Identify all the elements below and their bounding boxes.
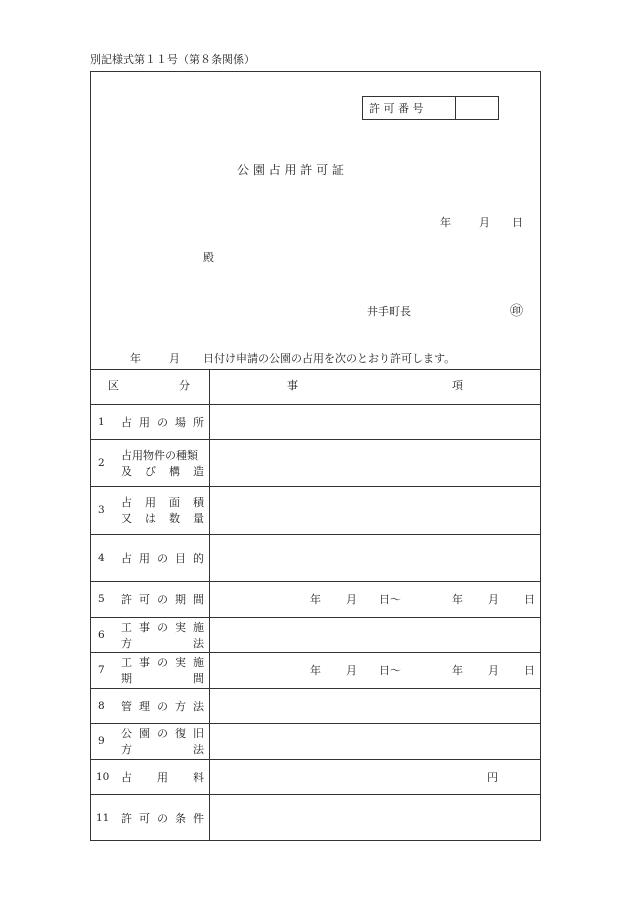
row-number: 11: [96, 811, 110, 824]
header-category-char-2: 分: [179, 379, 190, 392]
row-value-field[interactable]: [211, 690, 539, 721]
permit-number-divider: [455, 96, 456, 120]
row-label-line: [121, 744, 204, 755]
row-label-char: 料: [193, 770, 204, 784]
row-label-line: [121, 657, 204, 668]
row-label-line: [121, 813, 204, 824]
date-day-label: 日: [512, 216, 523, 229]
row-label-char: 期: [121, 672, 132, 685]
table-row-divider: [90, 759, 541, 760]
row-label-char: の: [157, 656, 168, 669]
row-label-char: 数: [169, 512, 180, 525]
row-label-char: 実: [175, 620, 186, 634]
row-label-line: [121, 594, 204, 605]
row-label-char: 公: [121, 727, 132, 740]
row-label-char: 園: [139, 727, 150, 740]
row-label-char: 構: [169, 464, 180, 478]
row-label-char: は: [145, 512, 156, 525]
row-label-char: 法: [193, 743, 204, 756]
row-label-char: 方: [121, 743, 132, 756]
row-label-char: 用: [139, 551, 150, 565]
row-label-char: 占: [121, 415, 132, 429]
row-label-char: び: [145, 464, 156, 478]
row-label-char: 条: [175, 811, 186, 825]
row-label-char: 積: [193, 496, 204, 509]
row-label-char: の: [157, 593, 168, 606]
row-number: 8: [98, 699, 105, 712]
row-label-char: 量: [193, 512, 204, 525]
row-label-char: の: [157, 551, 168, 565]
row-number: 1: [98, 415, 105, 428]
row-label-char: 又: [121, 512, 132, 525]
period-end-month: 月: [488, 593, 499, 606]
table-row-divider: [90, 581, 541, 582]
period-start-day: 日〜: [379, 593, 401, 606]
row-label-char: 管: [121, 699, 132, 713]
row-label-line: [121, 728, 204, 739]
table-row-divider: [90, 486, 541, 487]
period-end-day: 日: [524, 664, 535, 677]
row-label-char: 用: [157, 770, 168, 784]
row-label-char: 法: [193, 699, 204, 713]
row-value-field[interactable]: [211, 536, 539, 579]
row-label-char: 間: [193, 672, 204, 685]
row-label-char: の: [157, 727, 168, 740]
period-end-year: 年: [452, 593, 463, 606]
row-value-field[interactable]: [211, 488, 539, 532]
row-label-char: 造: [193, 464, 204, 478]
statement-month: 月: [169, 352, 180, 365]
row-label-char: の: [157, 620, 168, 634]
row-label-char: 工: [121, 656, 132, 669]
row-label-char: 可: [139, 593, 150, 606]
row-value-field[interactable]: [211, 406, 539, 437]
permit-number-label: 許 可 番 号: [369, 102, 424, 115]
row-number: 6: [98, 628, 105, 641]
row-label-line: [121, 638, 204, 649]
row-label-char: 場: [175, 415, 186, 429]
row-label-char: 理: [139, 699, 150, 713]
table-row-divider: [90, 617, 541, 618]
row-label-char: 目: [175, 551, 186, 565]
period-start-day: 日〜: [379, 664, 401, 677]
row-label-line: [121, 553, 204, 564]
row-label-char: の: [157, 699, 168, 713]
period-end-day: 日: [524, 593, 535, 606]
row-label-line: [121, 622, 204, 633]
row-value-field[interactable]: [211, 796, 539, 839]
header-matter-char-1: 事: [287, 379, 298, 392]
issuer-name: 井手町長: [367, 305, 411, 318]
period-end-month: 月: [488, 664, 499, 677]
period-start-year: 年: [310, 664, 321, 677]
row-label-char: 復: [175, 727, 186, 740]
date-month-label: 月: [479, 216, 490, 229]
header-matter-char-2: 項: [452, 379, 463, 392]
row-label-line: [121, 497, 204, 508]
row-label-char: 用: [139, 415, 150, 429]
row-number: 7: [98, 664, 105, 676]
row-label-line: [121, 513, 204, 524]
row-value-field[interactable]: [211, 441, 539, 484]
row-label-char: の: [157, 415, 168, 429]
header-category-char-1: 区: [108, 379, 119, 392]
period-start-month: 月: [346, 664, 357, 677]
addressee-suffix: 殿: [203, 251, 214, 264]
row-label-char: 件: [193, 811, 204, 825]
row-value-field[interactable]: [211, 619, 539, 650]
table-row-divider: [90, 652, 541, 653]
table-row-divider: [90, 688, 541, 689]
table-row-divider: [90, 723, 541, 724]
row-label-line: [121, 673, 204, 684]
page-title: 公 園 占 用 許 可 証: [237, 163, 344, 177]
table-row-divider: [90, 794, 541, 795]
row-label-char: 方: [175, 699, 186, 713]
row-label-char: 施: [193, 656, 204, 669]
row-label-char: 所: [193, 415, 204, 429]
row-label-char: 旧: [193, 727, 204, 740]
row-label-char: 占: [121, 496, 132, 509]
row-label-char: 間: [193, 593, 204, 606]
period-end-year: 年: [452, 664, 463, 677]
row-label-char: 及: [121, 464, 132, 478]
row-label-char: 事: [139, 620, 150, 634]
period-start-month: 月: [346, 593, 357, 606]
row-number: 2: [98, 456, 105, 469]
row-label-char: 面: [169, 496, 180, 509]
row-label-line: [121, 701, 204, 712]
row-label-char: 実: [175, 656, 186, 669]
row-label-line: [121, 466, 204, 477]
fee-unit: 円: [487, 770, 498, 784]
row-label-char: 法: [193, 636, 204, 650]
row-label-char: 許: [121, 811, 132, 825]
table-row-divider: [90, 439, 541, 440]
row-label-line: [121, 772, 204, 783]
row-label-char: 許: [121, 593, 132, 606]
table-row-divider: [90, 404, 541, 405]
row-number: 3: [98, 504, 105, 516]
row-number: 9: [98, 735, 105, 747]
row-label-char: 事: [139, 656, 150, 669]
row-label-char: 施: [193, 620, 204, 634]
seal-mark: ㊞: [510, 304, 524, 319]
table-row-divider: [90, 534, 541, 535]
period-start-year: 年: [310, 593, 321, 606]
row-label-char: 占: [121, 770, 132, 784]
statement-year: 年: [130, 352, 141, 365]
row-label-line: [121, 417, 204, 428]
form-label: 別記様式第１１号（第８条関係）: [90, 53, 255, 66]
row-number: 5: [98, 593, 105, 605]
row-label-char: 工: [121, 620, 132, 634]
row-label-char: 用: [145, 496, 156, 509]
row-label-char: 占用物件の種類: [121, 448, 198, 462]
row-label-char: 可: [139, 811, 150, 825]
row-value-field[interactable]: [211, 725, 539, 757]
row-label-line: [121, 450, 204, 461]
date-year-label: 年: [440, 216, 451, 229]
row-label-char: 方: [121, 636, 132, 650]
row-number: 10: [96, 770, 110, 783]
row-label-char: 的: [193, 551, 204, 565]
row-label-char: 期: [175, 593, 186, 606]
row-label-char: の: [157, 811, 168, 825]
statement-text: 日付け申請の公園の占用を次のとおり許可します。: [203, 352, 456, 365]
row-number: 4: [98, 551, 105, 564]
row-label-char: 占: [121, 551, 132, 565]
permit-number-field[interactable]: [458, 97, 497, 119]
